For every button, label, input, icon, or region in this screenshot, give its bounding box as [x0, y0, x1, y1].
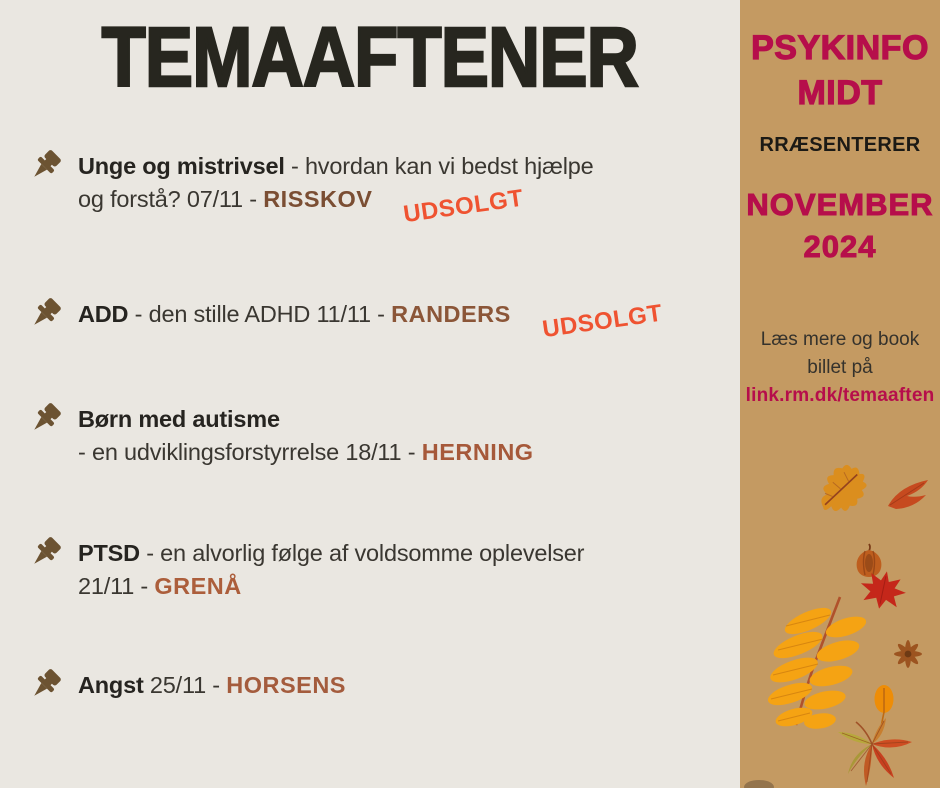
pushpin-icon — [28, 535, 66, 573]
booking-info-line2: billet på — [807, 356, 873, 378]
event-description: - den stille ADHD 11/11 - — [128, 301, 392, 327]
event-topic: Børn med autisme — [78, 406, 280, 432]
month-year: 2024 — [803, 229, 877, 264]
event-text — [78, 669, 346, 702]
sidebar — [740, 0, 940, 788]
brand-title — [740, 26, 940, 116]
booking-info — [740, 326, 940, 410]
creeper-leaf-icon — [828, 716, 916, 788]
event-date: - en udviklingsforstyrrelse 18/11 - — [78, 439, 422, 465]
soldout-stamp: UDSOLGT — [540, 299, 664, 344]
event-city: GRENÅ — [154, 573, 242, 599]
event-topic: Angst — [78, 672, 144, 698]
star-anise-icon — [892, 638, 924, 675]
event-unge-og-mistrivsel — [28, 150, 708, 229]
brand-line2: MIDT — [797, 74, 883, 112]
event-topic: ADD — [78, 301, 129, 327]
brand-line1: PSYKINFO — [751, 29, 929, 67]
page-title: TEMAAFTENER — [101, 10, 639, 104]
small-red-leaf-icon — [886, 478, 930, 519]
oak-leaf-icon — [812, 462, 874, 527]
event-description: - en alvorlig følge af voldsomme oplevelser — [139, 540, 585, 566]
presents-label: RRÆSENTERER — [759, 134, 921, 156]
event-city: RANDERS — [391, 301, 511, 327]
event-topic: PTSD — [78, 540, 140, 566]
rowan-leaf-icon — [768, 593, 866, 736]
event-text — [78, 403, 534, 469]
event-city: RISSKOV — [263, 186, 373, 212]
month-name: NOVEMBER — [746, 187, 934, 222]
leaf-shadow — [742, 776, 776, 788]
event-text — [78, 150, 594, 229]
booking-info-line1: Læs mere og book — [760, 329, 920, 350]
event-city: HERNING — [421, 439, 534, 465]
event-add — [28, 298, 708, 344]
event-topic: Unge og mistrivsel — [78, 153, 285, 179]
pushpin-icon — [28, 148, 66, 186]
event-boern-med-autisme — [28, 403, 708, 469]
event-ptsd — [28, 537, 708, 603]
event-date: og forstå? 07/11 - — [78, 186, 264, 212]
event-date: 25/11 - — [143, 672, 227, 698]
booking-link[interactable]: link.rm.dk/temaaften — [745, 385, 935, 406]
event-city: HORSENS — [226, 672, 346, 698]
event-date: 21/11 - — [78, 573, 155, 599]
event-description: - hvordan kan vi bedst hjælpe — [284, 153, 594, 179]
month-label — [740, 184, 940, 268]
pushpin-icon — [28, 401, 66, 439]
pushpin-icon — [28, 667, 66, 705]
event-angst — [28, 669, 708, 705]
event-text — [78, 537, 584, 603]
event-text — [78, 298, 664, 344]
soldout-stamp: UDSOLGT — [402, 184, 526, 229]
pushpin-icon — [28, 296, 66, 334]
